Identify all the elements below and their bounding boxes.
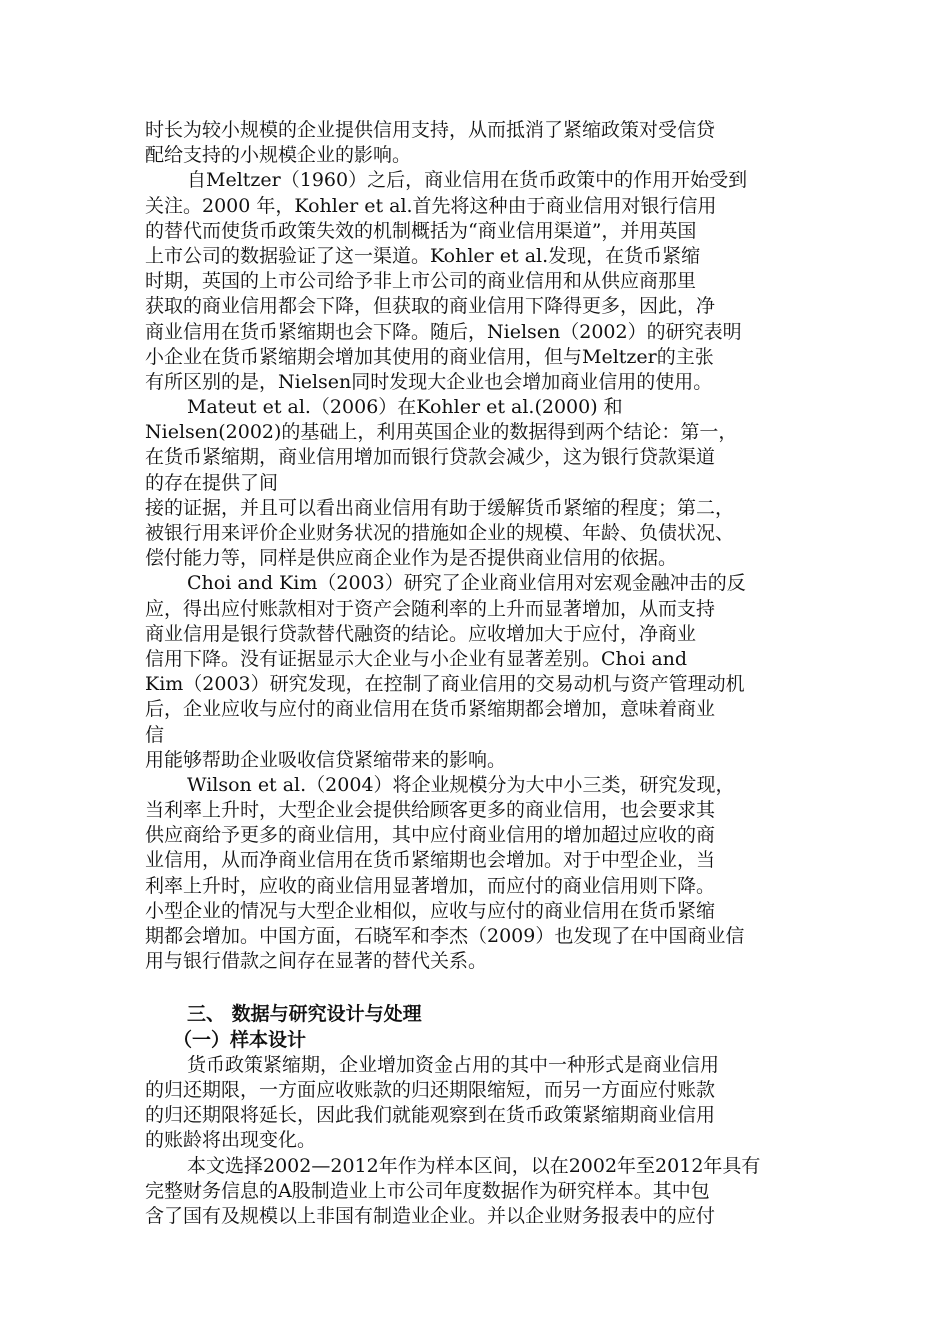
text-line: 获取的商业信用都会下降，但获取的商业信用下降得更多，因此，净 (145, 295, 716, 318)
text-line: 应，得出应付账款相对于资产会随利率的上升而显著增加，从而支持 (145, 597, 716, 620)
text-line: 信用下降。没有证据显示大企业与小企业有显著差别。Choi and (145, 647, 688, 670)
paragraph (145, 773, 815, 975)
text-line: 本文选择2002—2012年作为样本区间，以在2002年至2012年具有 (187, 1154, 761, 1177)
paragraph (145, 571, 815, 773)
body-text (145, 118, 815, 1229)
text-line: 当利率上升时，大型企业会提供给顾客更多的商业信用，也会要求其 (145, 799, 716, 822)
section-gap (145, 974, 815, 1002)
text-line: Nielsen(2002)的基础上，利用英国企业的数据得到两个结论：第一， (145, 421, 738, 444)
subsection-heading: （一）样本设计 (173, 1028, 307, 1051)
text-line: 的存在提供了间 (145, 471, 279, 494)
text-line: 自Meltzer（1960）之后，商业信用在货币政策中的作用开始受到 (187, 169, 748, 192)
text-line: 小型企业的情况与大型企业相似，应收与应付的商业信用在货币紧缩 (145, 899, 716, 922)
text-line: 含了国有及规模以上非国有制造业企业。并以企业财务报表中的应付 (145, 1204, 716, 1227)
text-line: 完整财务信息的A股制造业上市公司年度数据作为研究样本。其中包 (145, 1179, 710, 1202)
paragraph (145, 168, 815, 395)
text-line: 商业信用在货币紧缩期也会下降。随后，Nielsen（2002）的研究表明 (145, 320, 742, 343)
text-line: 被银行用来评价企业财务状况的措施如企业的规模、年龄、负债状况、 (145, 522, 735, 544)
text-line: Mateut et al.（2006）在Kohler et al.(2000) 和 (187, 396, 623, 419)
text-line: 时长为较小规模的企业提供信用支持，从而抵消了紧缩政策对受信贷 (145, 119, 716, 141)
text-line: Choi and Kim（2003）研究了企业商业信用对宏观金融冲击的反 (187, 572, 746, 595)
paragraph (145, 1154, 815, 1230)
text-line: 业信用，从而净商业信用在货币紧缩期也会增加。对于中型企业，当 (145, 849, 716, 872)
text-line: 供应商给予更多的商业信用，其中应付商业信用的增加超过应收的商 (145, 824, 716, 847)
text-line: Wilson et al.（2004）将企业规模分为大中小三类，研究发现， (187, 773, 735, 796)
text-line: 有所区别的是，Nielsen同时发现大企业也会增加商业信用的使用。 (145, 370, 713, 393)
text-line: 的账龄将出现变化。 (145, 1129, 317, 1152)
text-line: 商业信用是银行贷款替代融资的结论。应收增加大于应付，净商业 (145, 622, 697, 645)
text-line: 货币政策紧缩期，企业增加资金占用的其中一种形式是商业信用 (187, 1053, 720, 1076)
paragraph (145, 395, 815, 571)
text-line: 的归还期限，一方面应收账款的归还期限缩短，而另一方面应付账款 (145, 1078, 716, 1101)
text-line: 的归还期限将延长，因此我们就能观察到在货币政策紧缩期商业信用 (145, 1104, 716, 1127)
text-line: 用能够帮助企业吸收信贷紧缩带来的影响。 (145, 748, 507, 771)
text-line: 时期，英国的上市公司给予非上市公司的商业信用和从供应商那里 (145, 270, 697, 293)
text-line: 在货币紧缩期，商业信用增加而银行贷款会减少，这为银行贷款渠道 (145, 446, 716, 469)
paragraph (145, 1053, 815, 1154)
text-line: 接的证据，并且可以看出商业信用有助于缓解货币紧缩的程度；第二， (145, 496, 735, 519)
text-line: 期都会增加。中国方面，石晓军和李杰（2009）也发现了在中国商业信 (145, 925, 745, 947)
text-line: 的替代而使货币政策失效的机制概括为“商业信用渠道”，并用英国 (145, 219, 697, 242)
text-line: 配给支持的小规模企业的影响。 (145, 144, 412, 167)
text-line: 用与银行借款之间存在显著的替代关系。 (145, 950, 488, 973)
paragraph (145, 118, 815, 168)
section-heading: 三、 数据与研究设计与处理 (187, 1003, 422, 1026)
text-line: 利率上升时，应收的商业信用显著增加，而应付的商业信用则下降。 (145, 874, 716, 897)
text-line: Kim（2003）研究发现，在控制了商业信用的交易动机与资产管理动机 (145, 673, 745, 696)
text-line: 偿付能力等，同样是供应商企业作为是否提供商业信用的依据。 (145, 547, 678, 570)
text-line: 信 (145, 723, 165, 746)
text-line: 后，企业应收与应付的商业信用在货币紧缩期都会增加，意味着商业 (145, 698, 716, 721)
text-line: 关注。2000 年，Kohler et al.首先将这种由于商业信用对银行信用 (145, 194, 717, 217)
text-line: 小企业在货币紧缩期会增加其使用的商业信用，但与Meltzer的主张 (145, 345, 714, 368)
text-line: 上市公司的数据验证了这一渠道。Kohler et al.发现，在货币紧缩 (145, 244, 701, 267)
